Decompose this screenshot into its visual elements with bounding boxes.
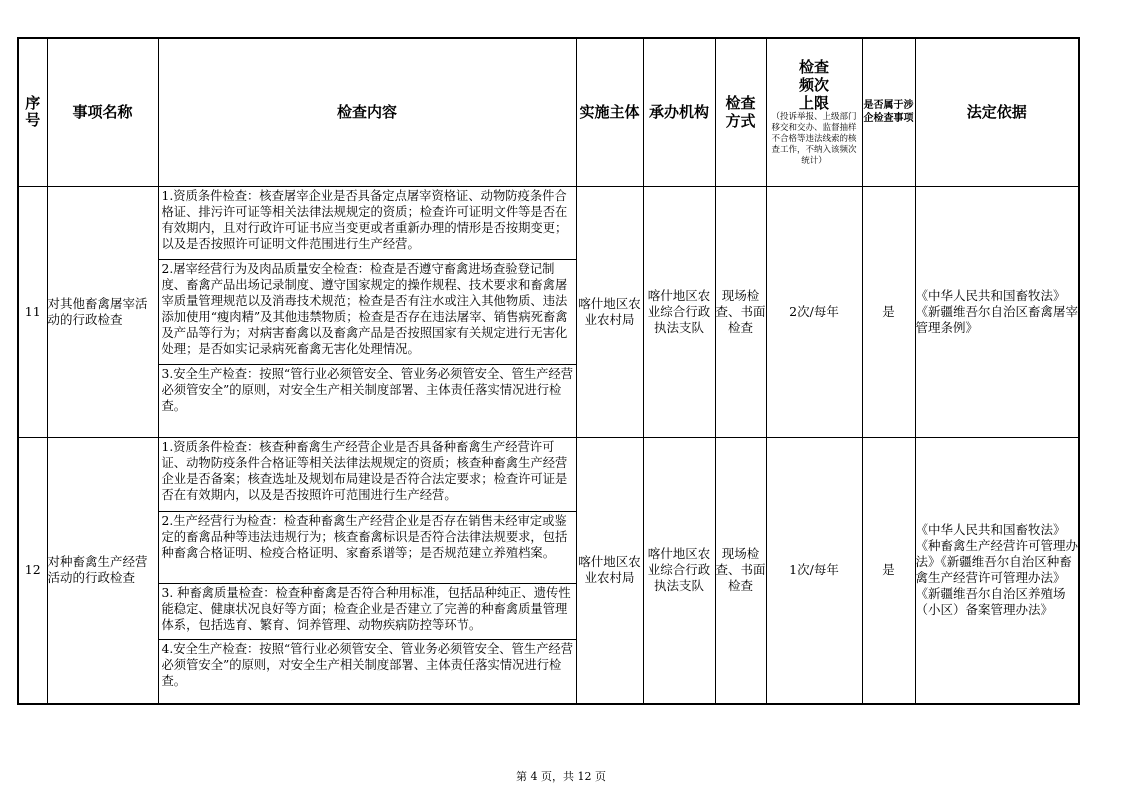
row-basis: 《中华人民共和国畜牧法》《新疆维吾尔自治区畜禽屠宰管理条例》	[915, 186, 1079, 437]
header-seq: 序号	[18, 38, 47, 186]
table-row	[18, 186, 1079, 437]
header-row	[18, 38, 1079, 186]
header-name: 事项名称	[47, 38, 158, 186]
header-method: 检查方式	[715, 38, 766, 186]
row-method: 现场检查、书面检查	[715, 186, 766, 437]
row-method: 现场检查、书面检查	[715, 437, 766, 704]
content-item: 2.生产经营行为检查：检查种畜禽生产经营企业是否存在销售未经审定或鉴定的畜禽品种等违法违规行为；核查畜禽标识是否符合法律法规要求，包括种畜禽合格证明、检疫合格证明、家畜系谱等；是否规范建立养殖档案。	[159, 512, 576, 584]
content-item: 1.资质条件检查：核查种畜禽生产经营企业是否具备种畜禽生产经营许可证、动物防疫条件合格证等相关法律法规规定的资质；核查种畜禽生产经营企业是否备案；核查选址及规划布局建设是否符合法定要求；检查许可证是否在有效期内，以及是否按照许可范围进行生产经营。	[159, 438, 576, 512]
header-basis: 法定依据	[915, 38, 1079, 186]
content-item: 2.屠宰经营行为及肉品质量安全检查：检查是否遵守畜禽进场查验登记制度、畜禽产品出场记录制度、遵守国家规定的操作规程、技术要求和畜禽屠宰质量管理规范以及消毒技术规范；检查是否有注水或注入其他物质、违法添加使用“瘦肉精”及其他违禁物质；检查是否存在违法屠宰、销售病死畜禽及产品等行为；对病害畜禽以及畜禽产品是否按照国家有关规定进行无害化处理；是否如实记录病死畜禽无害化处理情况。	[159, 260, 576, 365]
page-number: 第 4 页，共 12 页	[516, 770, 606, 783]
row-basis: 《中华人民共和国畜牧法》《种畜禽生产经营许可管理办法》《新疆维吾尔自治区种畜禽生产经营许可管理办法》《新疆维吾尔自治区养殖场（小区）备案管理办法》	[915, 437, 1079, 704]
row-name: 对其他畜禽屠宰活动的行政检查	[47, 186, 158, 437]
content-item: 3. 种畜禽质量检查：检查种畜禽是否符合种用标准，包括品种纯正、遗传性能稳定、健康状况良好等方面；检查企业是否建立了完善的种畜禽质量管理体系，包括选育、繁育、饲养管理、动物疾病防控等环节。	[159, 584, 576, 640]
content-item: 4.安全生产检查：按照“管行业必须管安全、管业务必须管安全、管生产经营必须管安全”的原则，对安全生产相关制度部署、主体责任落实情况进行检查。	[161, 641, 574, 688]
content-item: 1.资质条件检查：核查屠宰企业是否具备定点屠宰资格证、动物防疫条件合格证、排污许可证等相关法律法规规定的资质；检查许可证明文件等是否在有效期内，且对行政许可证书应当变更或者重新办理的情形是否按期变更；以及是否按照许可证明文件范围进行生产经营。	[159, 187, 576, 260]
table-row	[18, 437, 1079, 704]
inspection-table	[17, 37, 1080, 705]
row-agency: 喀什地区农业综合行政执法支队	[643, 437, 715, 704]
row-frequency: 2次/每年	[766, 186, 862, 437]
row-content	[158, 437, 576, 704]
row-seq: 12	[18, 437, 47, 704]
row-content	[158, 186, 576, 437]
header-content: 检查内容	[158, 38, 576, 186]
row-frequency: 1次/每年	[766, 437, 862, 704]
row-agency: 喀什地区农业综合行政执法支队	[643, 186, 715, 437]
page-footer	[0, 768, 1122, 784]
header-frequency-title: 检查频次上限	[798, 57, 829, 112]
header-subject: 实施主体	[576, 38, 643, 186]
row-name: 对种畜禽生产经营活动的行政检查	[47, 437, 158, 704]
header-frequency-note: （投诉举报、上级部门移交和交办、监督抽样不合格等违法线索的核查工作，不纳入该频次统计）	[771, 111, 857, 166]
row-seq: 11	[18, 186, 47, 437]
row-enterprise: 是	[862, 186, 915, 437]
row-enterprise: 是	[862, 437, 915, 704]
header-enterprise: 是否属于涉企检查事项	[862, 38, 915, 186]
header-agency: 承办机构	[643, 38, 715, 186]
row-subject: 喀什地区农业农村局	[576, 186, 643, 437]
row-subject: 喀什地区农业农村局	[576, 437, 643, 704]
content-item: 3.安全生产检查：按照“管行业必须管安全、管业务必须管安全、管生产经营必须管安全”的原则，对安全生产相关制度部署、主体责任落实情况进行检查。	[161, 366, 574, 413]
header-frequency	[766, 38, 862, 186]
